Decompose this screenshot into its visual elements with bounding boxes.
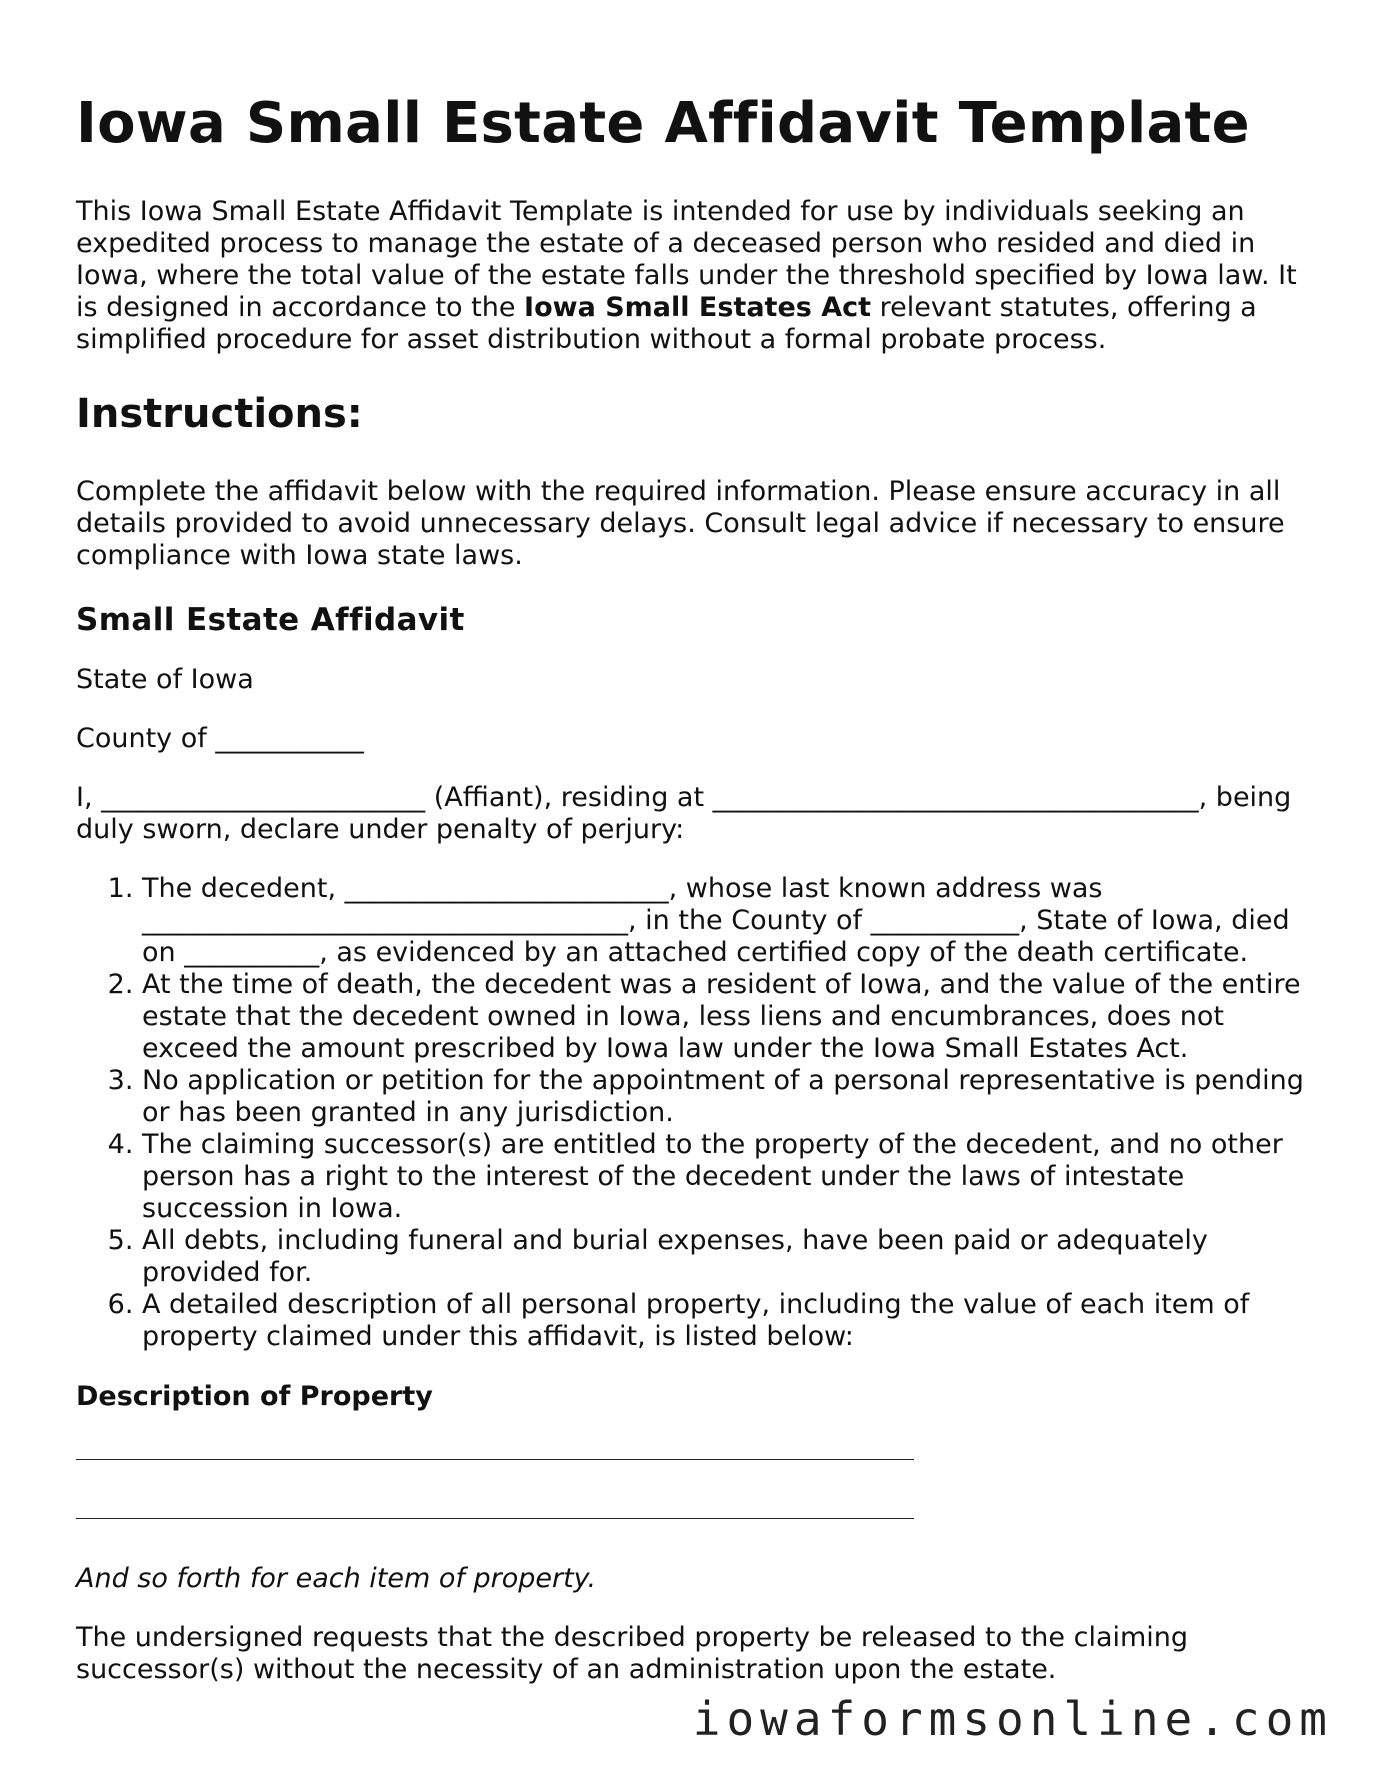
state-line: State of Iowa: [76, 663, 254, 695]
declaration-list: [76, 873, 1316, 1353]
document-page: [76, 92, 1316, 1686]
declaration-item: 3. No application or petition for the appointment of a personal representative is pending or has been granted in any jurisdiction.: [142, 1065, 1316, 1129]
property-blank-line: [76, 1518, 914, 1519]
declaration-item: 5. All debts, including funeral and burial expenses, have been paid or adequately provided for.: [142, 1225, 1316, 1289]
declaration-item: 2. At the time of death, the decedent was a resident of Iowa, and the value of the entire estate that the decedent owned in Iowa, less liens and encumbrances, does not exceed the amount prescribed by Iowa law under the Iowa Small Estates Act.: [142, 969, 1316, 1065]
intro-paragraph: [76, 196, 1316, 356]
closing-paragraph: The undersigned requests that the described property be released to the claiming successor(s) without the necessity of an administration upon the estate.: [76, 1621, 1189, 1685]
affiant-line: I, ________________________ (Affiant), residing at ____________________________________, being duly sworn, declare under penalty of perjury:: [76, 781, 1292, 845]
intro-act-name: Iowa Small Estates Act: [524, 292, 872, 324]
description-heading: Description of Property: [76, 1380, 433, 1412]
declaration-item: 6. A detailed description of all personal property, including the value of each item of property claimed under this affidavit, is listed below:: [142, 1289, 1316, 1353]
property-blank-line: [76, 1459, 914, 1460]
declaration-item: 4. The claiming successor(s) are entitled to the property of the decedent, and no other person has a right to the interest of the decedent under the laws of intestate succession in Iowa.: [142, 1129, 1316, 1225]
county-line: County of ___________: [76, 722, 364, 754]
intro-text-start: This Iowa Small Estate Affidavit Template is intended for use by individuals seeking an expedited process to manage the estate of a deceased person who resided and died in Iowa, where the total value of the estate falls under the threshold specified by Iowa law. It is designed in accordance to the: [76, 196, 1297, 324]
intro-text-end: relevant statutes, offering a simplified procedure for asset distribution without a formal probate process.: [76, 292, 1257, 356]
page-title: Iowa Small Estate Affidavit Template: [76, 91, 1250, 156]
so-forth-note: And so forth for each item of property.: [76, 1562, 597, 1594]
affidavit-heading: Small Estate Affidavit: [76, 602, 465, 639]
declaration-item: 1. The decedent, ________________________, whose last known address was ____________________________________, in the County of ___________, State of Iowa, died on __________, as evidenced by an attached certified copy of the death certificate.: [142, 873, 1316, 969]
instructions-heading: Instructions:: [76, 391, 363, 438]
instructions-text: Complete the affidavit below with the required information. Please ensure accuracy in all details provided to avoid unnecessary delays. Consult legal advice if necessary to ensure compliance with Iowa state laws.: [76, 476, 1285, 572]
site-watermark: iowaformsonline.com: [692, 1692, 1333, 1746]
